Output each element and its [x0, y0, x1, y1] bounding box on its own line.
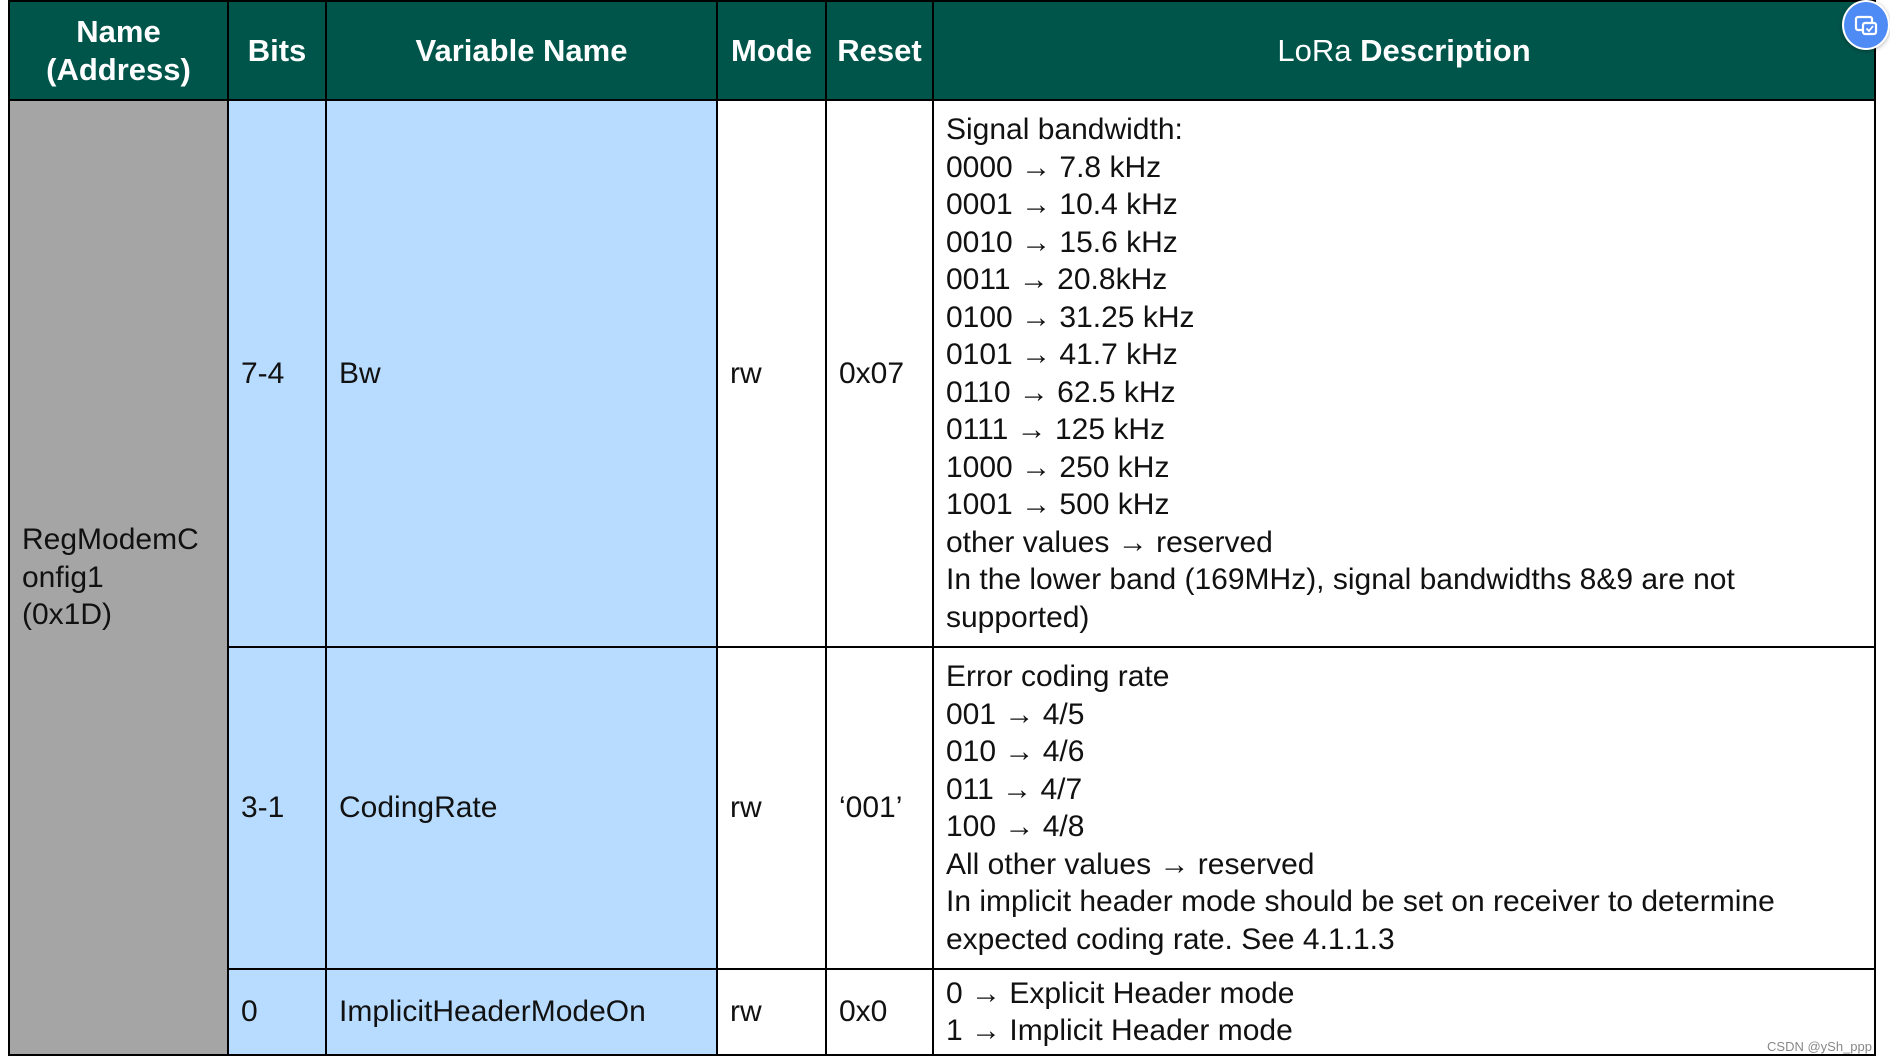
description-line: 0000 → 7.8 kHz [946, 150, 1162, 184]
description-line: supported) [946, 600, 1090, 634]
description-line: 010 → 4/6 [946, 735, 1085, 768]
register-table [8, 0, 1876, 1056]
table-row [9, 100, 1875, 647]
table-row [9, 969, 1875, 1055]
variable-name-cell: CodingRate [326, 647, 717, 969]
description-line: 0100 → 31.25 kHz [946, 300, 1195, 334]
watermark: CSDN @ySh_ppp [1767, 1039, 1872, 1054]
mode-cell: rw [717, 647, 826, 969]
header-mode: Mode [717, 1, 826, 100]
bits-cell: 3-1 [228, 647, 326, 969]
description-line: 100 → 4/8 [946, 810, 1085, 843]
description-line: 001 → 4/5 [946, 697, 1085, 731]
description-line: 0001 → 10.4 kHz [946, 188, 1178, 221]
header-bits: Bits [228, 1, 326, 100]
register-name-line: RegModemC [22, 523, 199, 557]
screen-capture-button[interactable] [1842, 0, 1890, 50]
mode-cell: rw [717, 969, 826, 1055]
description-line: other values → reserved [946, 525, 1273, 559]
register-name-cell [9, 100, 228, 1055]
description-line: 1000 → 250 kHz [946, 450, 1170, 484]
header-reset: Reset [826, 1, 933, 100]
reset-cell: ‘001’ [826, 647, 933, 969]
description-cell [933, 969, 1875, 1055]
header-description-suffix: Description [1360, 32, 1531, 68]
description-line: 0 → Explicit Header mode [946, 976, 1295, 1010]
description-line: 1001 → 500 kHz [946, 488, 1170, 521]
header-description-prefix: LoRa [1277, 32, 1352, 68]
reset-cell: 0x0 [826, 969, 933, 1055]
description-line: expected coding rate. See 4.1.1.3 [946, 922, 1395, 956]
description-line: Signal bandwidth: [946, 113, 1183, 146]
variable-name-cell: ImplicitHeaderModeOn [326, 969, 717, 1055]
bits-cell: 7-4 [228, 100, 326, 647]
header-name-address [9, 1, 228, 100]
description-line: 011 → 4/7 [946, 772, 1083, 806]
header-address-label: (Address) [46, 51, 191, 87]
description-line: All other values → reserved [946, 847, 1315, 881]
header-name-label: Name [76, 14, 161, 50]
description-line: 0110 → 62.5 kHz [946, 375, 1176, 409]
description-line: In implicit header mode should be set on receiver to determine [946, 885, 1775, 918]
description-line: 0111 → 125 kHz [946, 413, 1166, 446]
description-line: 1 → Implicit Header mode [946, 1014, 1293, 1047]
description-cell [933, 100, 1875, 647]
screen-capture-icon [1853, 12, 1879, 38]
description-line: In the lower band (169MHz), signal bandwidths 8&9 are not [946, 563, 1735, 596]
description-cell [933, 647, 1875, 969]
header-description [933, 1, 1875, 100]
table-row [9, 647, 1875, 969]
table-header-row [9, 1, 1875, 100]
description-line: 0011 → 20.8kHz [946, 263, 1168, 296]
variable-name-cell: Bw [326, 100, 717, 647]
description-line: Error coding rate [946, 660, 1170, 693]
header-variable-name: Variable Name [326, 1, 717, 100]
reset-cell: 0x07 [826, 100, 933, 647]
description-line: 0010 → 15.6 kHz [946, 225, 1178, 259]
mode-cell: rw [717, 100, 826, 647]
bits-cell: 0 [228, 969, 326, 1055]
register-name-line: onfig1 [22, 560, 104, 594]
register-address: (0x1D) [22, 598, 113, 632]
description-line: 0101 → 41.7 kHz [946, 338, 1178, 371]
